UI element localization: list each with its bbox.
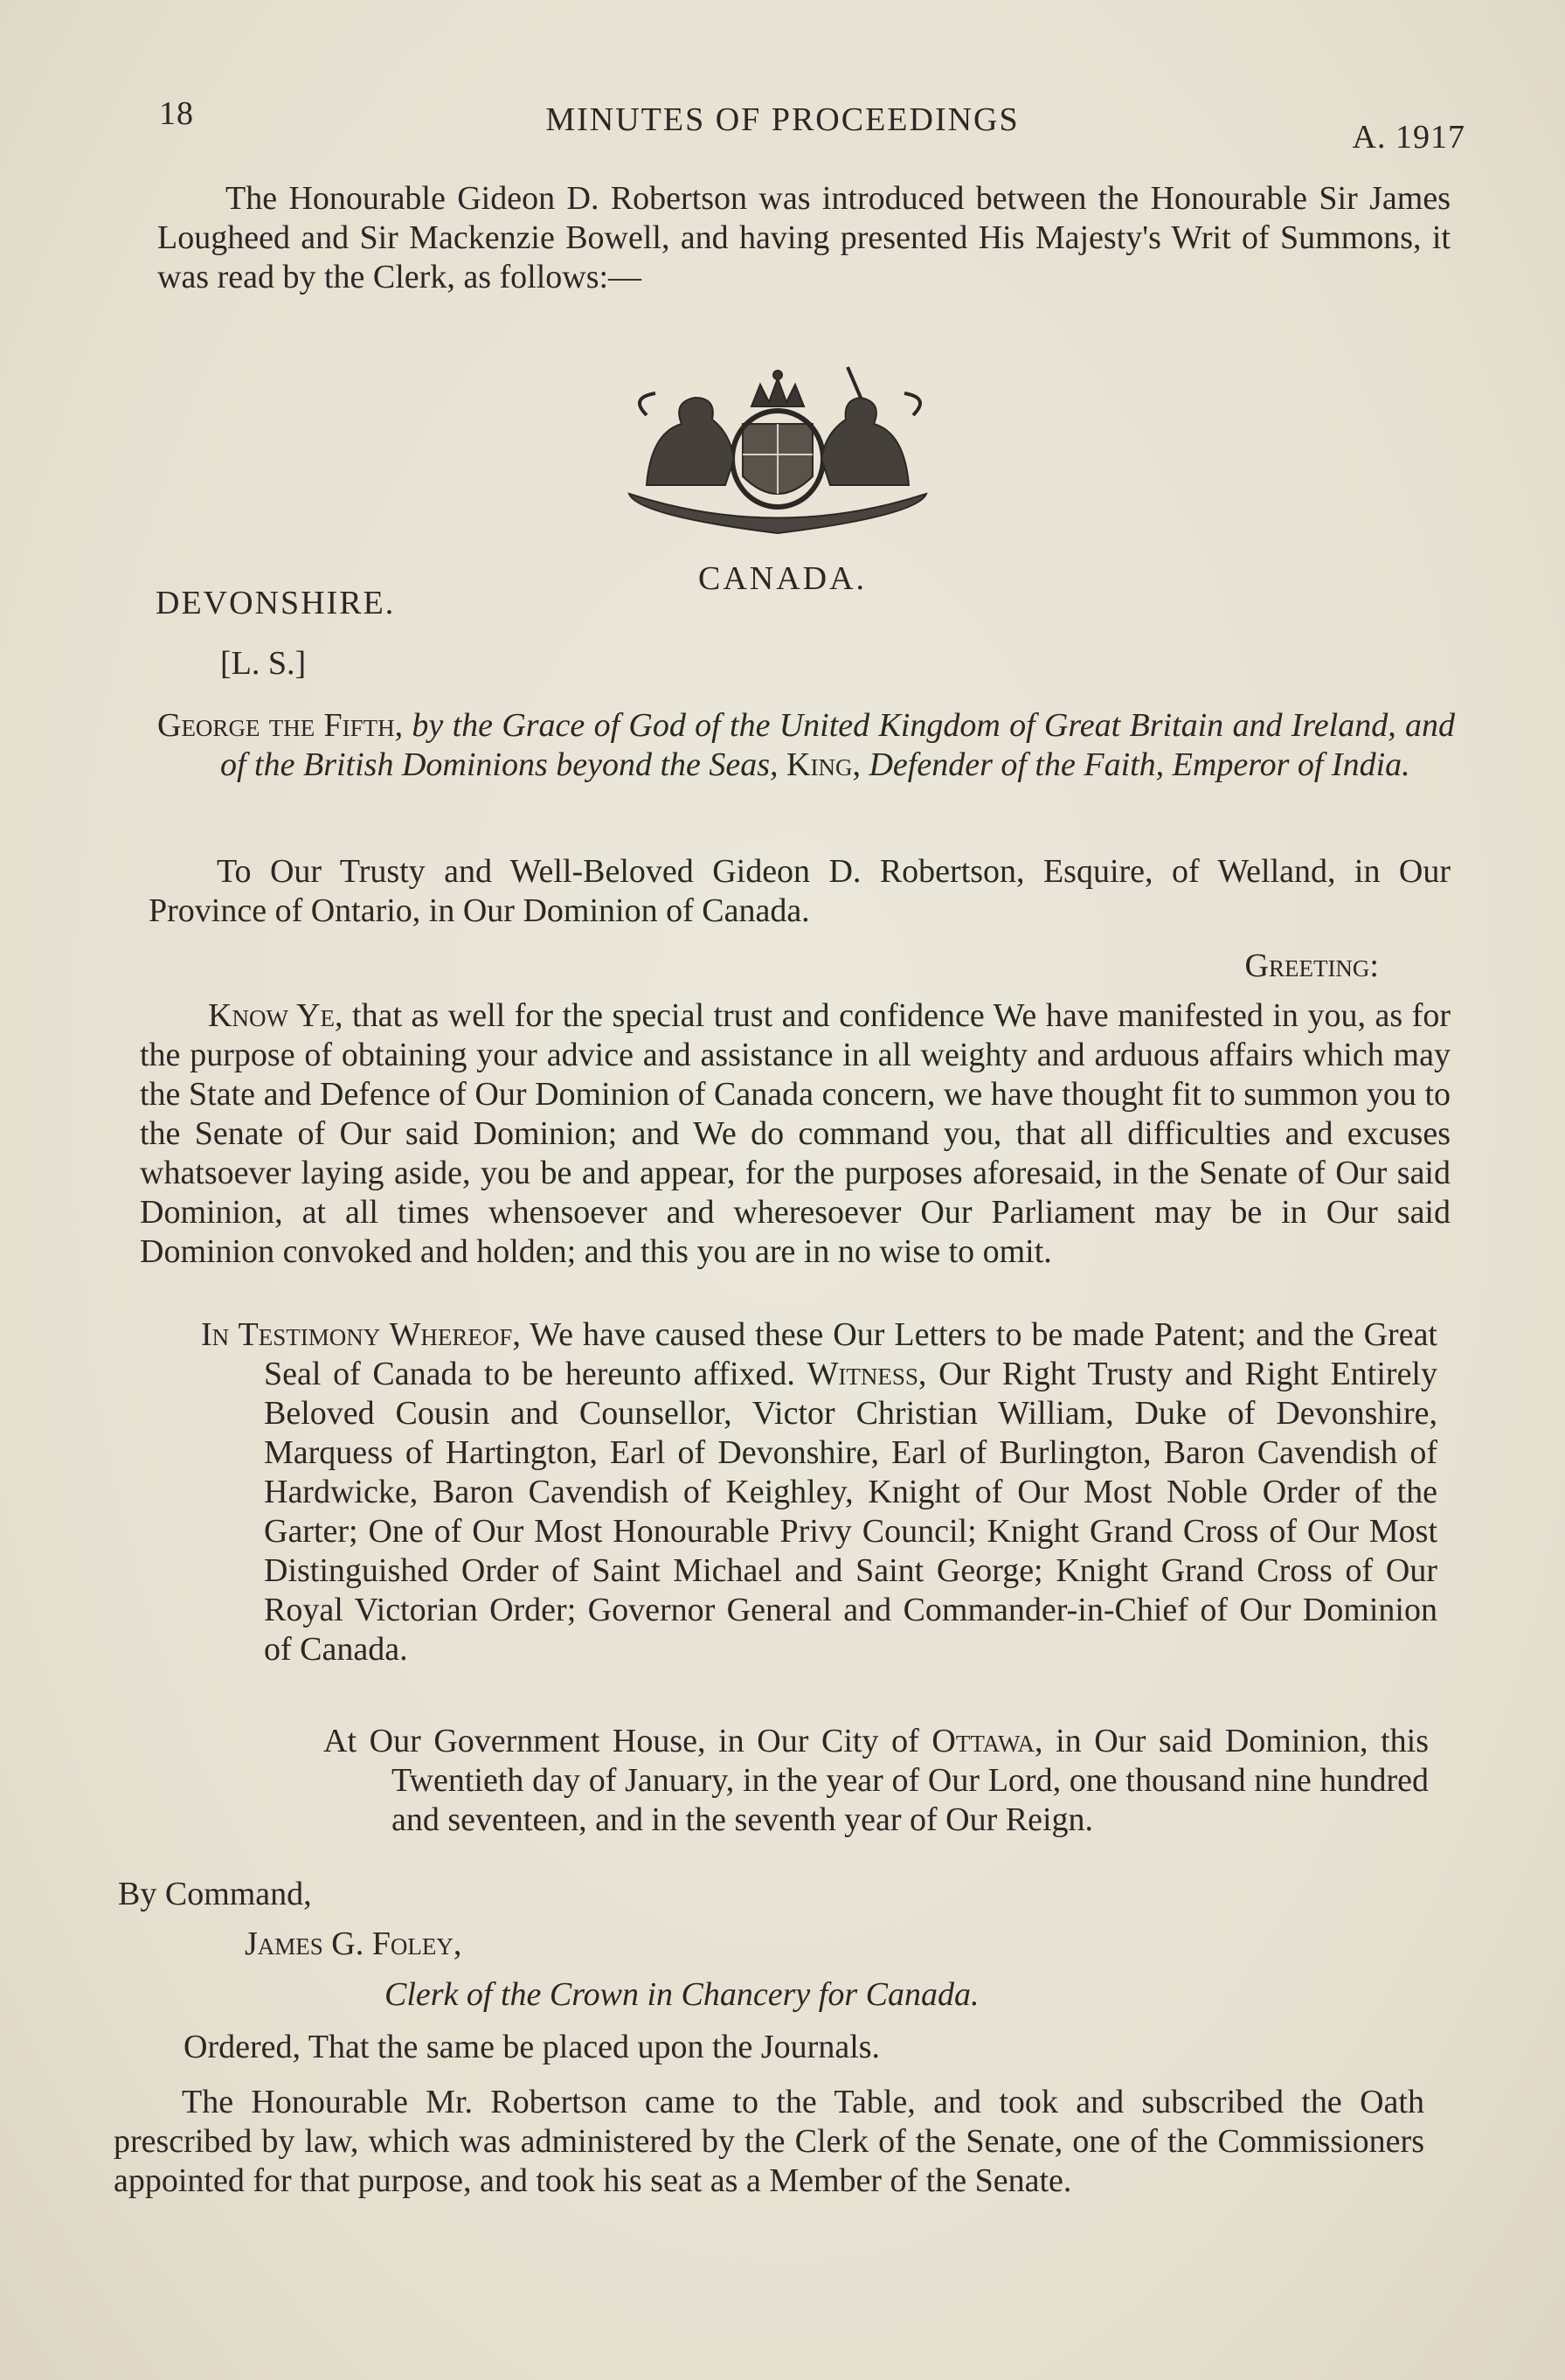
running-title: MINUTES OF PROCEEDINGS	[545, 101, 1020, 138]
ordered-statement: Ordered, That the same be placed upon the Journals.	[184, 2029, 881, 2065]
place-date-paragraph	[323, 1722, 1429, 1840]
page-number: 18	[159, 95, 194, 132]
closing-paragraph: The Honourable Mr. Robertson came to the Table, and took and subscribed the Oath prescribed by law, which was administered by the Clerk of the Senate, one of the Commissioners appointed for that purpose, and took his seat as a Member of the Senate.	[114, 2084, 1424, 2199]
clerk-title: Clerk of the Crown in Chancery for Canada.	[384, 1976, 980, 2013]
king-title: King,	[786, 746, 861, 783]
know-ye-label: Know Ye,	[208, 997, 343, 1034]
by-command: By Command,	[118, 1876, 312, 1912]
seal-mark: [L. S.]	[220, 645, 307, 682]
place-text-1: At Our Government House, in Our City of	[323, 1723, 932, 1759]
testimony-text-1: We have caused these Our Letters to be made Patent; and the Great Seal of Canada to be hereunto affixed.	[264, 1316, 1437, 1392]
sovereign-titles-1: by the Grace of God of the United Kingdom of Great Britain and Ireland, and of the British Dominions beyond the Seas,	[220, 707, 1455, 783]
greeting: Greeting:	[1244, 947, 1379, 984]
governor-signature: DEVONSHIRE.	[156, 585, 396, 621]
place-city: Ottawa,	[931, 1723, 1043, 1759]
testimony-paragraph	[201, 1315, 1437, 1669]
sovereign-style	[157, 706, 1455, 785]
sovereign-name: George the Fifth,	[157, 707, 404, 744]
testimony-label: In Testimony Whereof,	[201, 1316, 521, 1353]
know-ye-paragraph	[140, 996, 1451, 1272]
addressee-paragraph: To Our Trusty and Well-Beloved Gideon D. Robertson, Esquire, of Welland, in Our Province of Ontario, in Our Dominion of Canada.	[149, 853, 1451, 929]
intro-paragraph: The Honourable Gideon D. Robertson was introduced between the Honourable Sir James Lougheed and Sir Mackenzie Bowell, and having presented His Majesty's Writ of Summons, it was read by the Clerk, as follows:—	[157, 180, 1451, 295]
witness-label: Witness,	[807, 1356, 927, 1392]
place-text-2: in Our said Dominion, this Twentieth day of January, in the year of Our Lord, one thousand nine hundred and seventeen, and in the seventh year of Our Reign.	[391, 1723, 1429, 1838]
clerk-name: James G. Foley,	[245, 1926, 462, 1962]
sovereign-titles-2: Defender of the Faith, Emperor of India.	[860, 746, 1410, 783]
session-year: A. 1917	[1352, 119, 1465, 156]
royal-coat-of-arms-icon	[612, 363, 944, 538]
know-ye-text: that as well for the special trust and confidence We have manifested in you, as for the purpose of obtaining your advice and assistance in all weighty and arduous affairs which may the State and Defence of Our Dominion of Canada concern, we have thought fit to summon you to the Senate of Our said Dominion; and We do command you, that all difficulties and excuses whatsoever laying aside, you be and appear, for the purposes aforesaid, in the Senate of Our said Dominion, at all times whensoever and wheresoever Our Parliament may be in Our said Dominion convoked and holden; and this you are in no wise to omit.	[140, 997, 1451, 1270]
country-heading: CANADA.	[697, 560, 868, 597]
testimony-text-2: Our Right Trusty and Right Entirely Beloved Cousin and Counsellor, Victor Christian William, Duke of Devonshire, Marquess of Hartington, Earl of Devonshire, Earl of Burlington, Baron Cavendish of Hardwicke, Baron Cavendish of Keighley, Knight of Our Most Noble Order of the Garter; One of Our Most Honourable Privy Council; Knight Grand Cross of Our Most Distinguished Order of Saint Michael and Saint George; Knight Grand Cross of Our Royal Victorian Order; Governor General and Commander-in-Chief of Our Dominion of Canada.	[264, 1356, 1437, 1668]
